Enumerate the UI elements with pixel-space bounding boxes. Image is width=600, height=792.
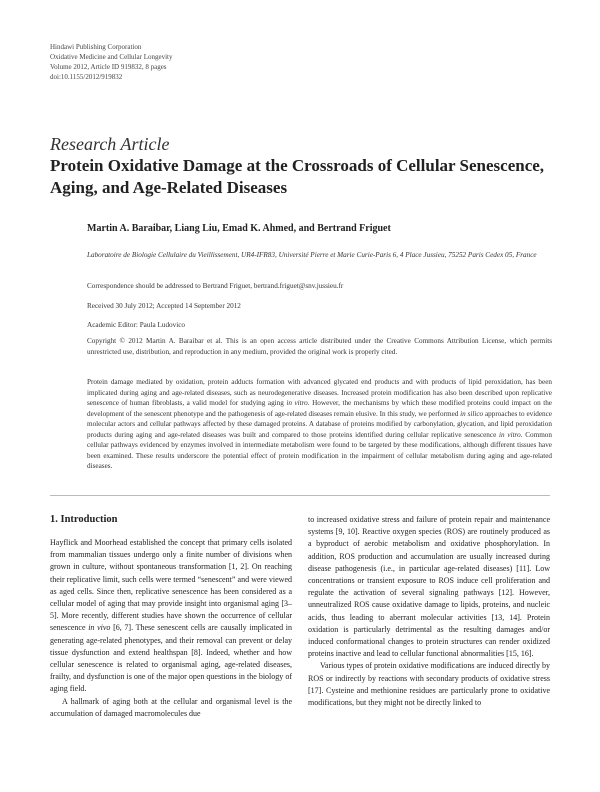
paragraph-text: [6, 7]. These senescent cells are causally implicated in generating age-related phenotypes, and their removal can prevent or delay tissue dysfunction and extend healthspan [8]. Indeed, whether and how cellular senescence is related to organismal aging, age-related diseases, frailty, and dysfunction is one of the major open questions in the biology of aging field. [50, 623, 293, 694]
received-accepted-dates: Received 30 July 2012; Accepted 14 September 2012 [87, 302, 241, 310]
paragraph: A hallmark of aging both at the cellular and organismal level is the accumulation of damaged macromolecules due [50, 696, 292, 718]
journal-name: Oxidative Medicine and Cellular Longevity [50, 53, 173, 61]
volume-info: Volume 2012, Article ID 919832, 8 pages [50, 63, 167, 71]
paragraph-text: Hayflick and Moorhead established the concept that primary cells isolated from mammalian tissues undergo only a finite number of divisions when grown in culture, without spontaneous transformation [1, 2]. On reaching their replicative limit, such cells were termed “senescent” and were viewed as aged cells. Since then, replicative senescence has been considered as a cellular model of aging that may provide insight into organismal aging [3–5]. More recently, different studies have shown the occurrence of cellular senescence [50, 538, 292, 633]
abstract-italic: in silico [460, 409, 484, 418]
abstract-text: approaches to evidence molecular actors and cellular pathways affected by these damaged proteins. A database of proteins modified by carbonylation, glycation, and lipid peroxidation products during aging and age-related diseases was built and compared to those proteins identified during cellular replicative senescence [87, 409, 552, 439]
abstract-italic: in vitro [499, 430, 521, 439]
publisher: Hindawi Publishing Corporation [50, 43, 142, 51]
correspondence[interactable]: Correspondence should be addressed to Bertrand Friguet, bertrand.friguet@snv.jussieu.fr [87, 282, 344, 290]
body-column-right [308, 514, 550, 709]
abstract-italic: in vitro [286, 399, 308, 407]
journal-header [50, 42, 172, 82]
body-column-left [50, 537, 292, 720]
abstract-text: . Common cellular pathways evidenced by enzymes involved in intermediate metabolism were found to be targeted by these modifications, although different tissues have been examined. These results underscore the potential effect of protein modification in the impairment of cellular metabolism during aging and age-related diseases. [87, 430, 552, 470]
academic-editor: Academic Editor: Paula Ludovico [87, 321, 185, 329]
paragraph: Various types of protein oxidative modifications are induced directly by ROS or indirectly by reactions with secondary products of oxidative stress [17]. Cysteine and methionine residues are particularly prone to oxidative modifications, but they might not be directly linked to [308, 661, 550, 708]
section-heading: 1. Introduction [50, 514, 118, 525]
copyright-notice: Copyright © 2012 Martin A. Baraibar et al. This is an open access article distributed under the Creative Commons Attribution License, which permits unrestricted use, distribution, and reproduction in any medium, provided the original work is properly cited. [87, 337, 552, 356]
affiliation: Laboratoire de Biologie Cellulaire du Vieillissement, UR4-IFR83, Université Pierre et Marie Curie-Paris 6, 4 Place Jussieu, 75252 Paris Cedex 05, France [87, 251, 537, 259]
author-list: Martin A. Baraibar, Liang Liu, Emad K. Ahmed, and Bertrand Friguet [87, 223, 391, 234]
paragraph: to increased oxidative stress and failure of protein repair and maintenance systems [9, 10]. Reactive oxygen species (ROS) are routinely produced as a byproduct of aerobic metabolism and oxidative phosphorylation. In addition, ROS production and accumulation are usually increased during disease pathogenesis (i.e., in particular age-related diseases) [11]. Low concentrations or transient exposure to ROS induce cell proliferation and regulate the activation of several signaling pathways [12]. However, unneutralized ROS cause oxidative damage to lipids, proteins, and nucleic acids, thus leading to aberrant molecular activities [13, 14]. Protein oxidation is particularly detrimental as the resulting damages and/or induced conformational changes to protein structures can render oxidized proteins inactive and lead to cellular functional abnormalities [15, 16]. [308, 515, 550, 659]
doi[interactable]: doi:10.1155/2012/919832 [50, 73, 123, 81]
paragraph [50, 537, 292, 696]
article-type: Research Article [50, 134, 170, 154]
abstract-text: . However, the mechanisms by which these modified proteins could impact on the development of the senescent phenotype and the pathogenesis of age-related diseases remain elusive. In this study, we performed [87, 399, 552, 418]
section-divider [50, 495, 550, 496]
article-title: Protein Oxidative Damage at the Crossroads of Cellular Senescence, Aging, and Age-Related Diseases [50, 156, 545, 197]
abstract [87, 377, 552, 472]
paragraph-italic: in vivo [88, 623, 111, 633]
abstract-text: Protein damage mediated by oxidation, protein adducts formation with advanced glycated end products and with products of lipid peroxidation, has been implicated during aging and age-related diseases, such as neurodegenerative diseases. Increased protein modification has also been described upon replicative senescence of human fibroblasts, a valid model for studying aging [87, 378, 552, 407]
